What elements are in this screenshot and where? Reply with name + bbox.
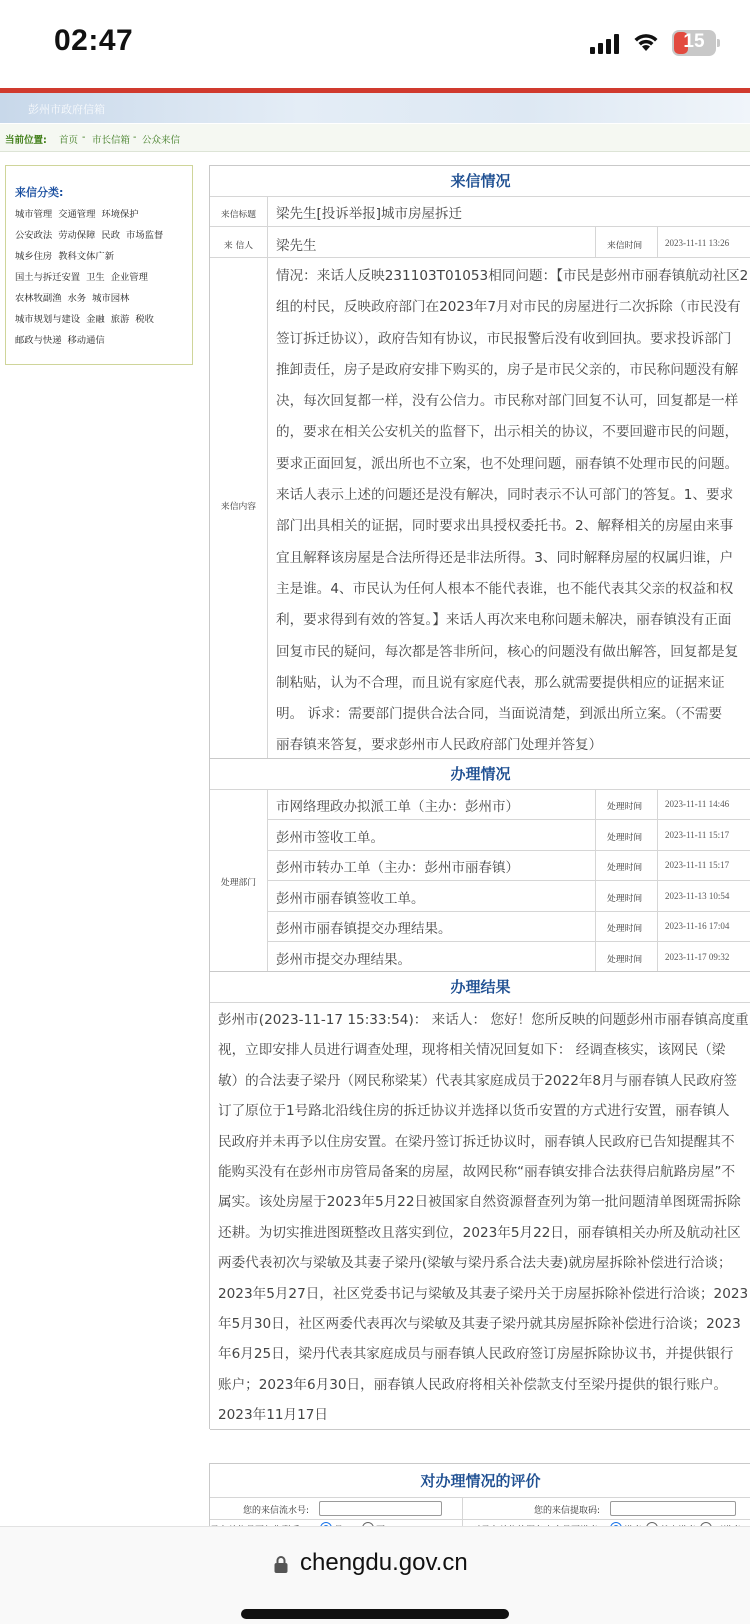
category-link[interactable]: 公安政法 bbox=[15, 230, 53, 241]
sidebar-title: 来信分类: bbox=[15, 186, 64, 199]
category-link[interactable]: 移动通信 bbox=[67, 335, 105, 346]
lock-icon bbox=[274, 1555, 288, 1573]
handling-time: 2023-11-11 15:17 bbox=[665, 860, 730, 870]
category-link[interactable]: 国土与拆迁安置 bbox=[15, 272, 81, 283]
sidebar-row bbox=[15, 206, 145, 220]
category-link[interactable]: 市场监督 bbox=[126, 230, 164, 241]
category-link[interactable]: 交通管理 bbox=[58, 209, 96, 220]
extraction-code-input[interactable] bbox=[610, 1501, 736, 1516]
content-label: 来信内容 bbox=[220, 502, 257, 512]
handling-time-label: 处理时间 bbox=[607, 863, 643, 873]
dept-label: 处理部门 bbox=[220, 878, 257, 888]
handling-time-label: 处理时间 bbox=[607, 955, 643, 965]
status-time: 02:47 bbox=[54, 24, 134, 57]
sidebar-row bbox=[15, 227, 169, 241]
site-banner bbox=[0, 93, 750, 123]
handling-step: 彭州市丽春镇提交办理结果。 bbox=[276, 921, 452, 937]
handling-time: 2023-11-11 15:17 bbox=[665, 830, 730, 840]
handling-time-label: 处理时间 bbox=[607, 802, 643, 812]
letter-content: 情况：来话人反映231103T01053相同问题：【市民是彭州市丽春镇航动社区2 组的村民，反映政府部门在2023年7月对市民的房屋进行二次拆除（市民没有 签订拆迁协议），政府告知有协议，市民报警后没有收到回执。要求投诉部门 推卸责任，房子是政府安排下购买的，房子是市民父亲的，市民称问题没有解 决，每次回复都一样，没有公信力。市民称对部门回复不认可，回复都是一样 的，要求在相关公安机关的监督下，出示相关的协议，不要回避市民的问题， 要求正面回复，派出所也不立案，也不处理问题，丽春镇不处理市民的问题。 来话人表示上述的问题还是没有解决，同时表示不认可部门的答复。1、要求 部门出具相关的证据，同时要求出具授权委托书。2、解释相关的房屋由来事 宜且解释该房屋是合法所得还是非法所得。3、同时解释房屋的权属归谁，户 主是谁。4、市民认为任何人根本不能代表谁，也不能代表其父亲的权益和权 利，要求得到有效的答复。】来话人再次来电称问题未解决，丽春镇没有正面 回复市民的疑问，每次都是答非所问，核心的问题没有做出解答，回复都是复 制粘贴，认为不合理，而且说有家庭代表，那么就需要提供相应的证据来证 明。 诉求：需要部门提供合法合同，当面说清楚，到派出所立案。（不需要 丽春镇来答复，要求彭州市人民政府部门处理并答复） bbox=[276, 268, 749, 754]
breadcrumb-public-letters-link[interactable]: 公众来信 bbox=[142, 135, 181, 146]
category-link[interactable]: 劳动保障 bbox=[58, 230, 96, 241]
category-link[interactable]: 城市园林 bbox=[92, 293, 130, 304]
code-label: 您的来信提取码: bbox=[534, 1506, 601, 1516]
category-link[interactable]: 旅游 bbox=[110, 314, 130, 325]
category-link[interactable]: 教科文体广新 bbox=[58, 251, 114, 262]
category-link[interactable]: 邮政与快递 bbox=[15, 335, 62, 346]
category-link[interactable]: 水务 bbox=[67, 293, 87, 304]
handling-time-label: 处理时间 bbox=[607, 833, 643, 843]
handling-time: 2023-11-13 10:54 bbox=[665, 891, 730, 901]
battery-icon bbox=[672, 30, 720, 56]
breadcrumb-home-link[interactable]: 首页 bbox=[59, 135, 79, 146]
category-link[interactable]: 金融 bbox=[86, 314, 105, 325]
handling-step: 彭州市丽春镇签收工单。 bbox=[276, 891, 425, 907]
letter-subject: 梁先生[投诉举报]城市房屋拆迁 bbox=[276, 206, 463, 222]
handling-section-title: 办理情况 bbox=[210, 758, 750, 789]
sidebar-row bbox=[15, 290, 135, 304]
battery-level: 15 bbox=[683, 31, 705, 52]
evaluation-title: 对办理情况的评价 bbox=[420, 1472, 541, 1490]
banner-text: 彭州市政府信箱 bbox=[28, 103, 105, 116]
letter-section-title: 来信情况 bbox=[210, 165, 750, 196]
sidebar-row bbox=[15, 269, 154, 283]
cellular-signal-icon bbox=[590, 34, 620, 54]
category-link[interactable]: 城市管理 bbox=[15, 209, 53, 220]
sidebar-row bbox=[15, 248, 120, 262]
result-section-title: 办理结果 bbox=[210, 971, 750, 1002]
category-link[interactable]: 税收 bbox=[135, 314, 154, 325]
handling-time: 2023-11-11 14:46 bbox=[665, 799, 730, 809]
handling-step: 彭州市转办工单（主办：彭州市丽春镇） bbox=[276, 860, 519, 876]
handling-time-label: 处理时间 bbox=[607, 924, 643, 934]
letter-time-label: 来信时间 bbox=[607, 241, 643, 251]
url-text[interactable]: chengdu.gov.cn bbox=[300, 1549, 468, 1576]
letter-time: 2023-11-11 13:26 bbox=[665, 238, 730, 248]
sidebar-row bbox=[15, 311, 160, 325]
category-link[interactable]: 环境保护 bbox=[101, 209, 139, 220]
sender-label: 来 信人 bbox=[223, 241, 254, 251]
serial-label: 您的来信流水号: bbox=[243, 1506, 310, 1516]
category-link[interactable]: 企业管理 bbox=[110, 272, 148, 283]
category-link[interactable]: 农林牧副渔 bbox=[15, 293, 62, 304]
breadcrumb: 当前位置: 首页 - 市长信箱 - 公众来信 bbox=[0, 124, 750, 152]
handling-time: 2023-11-16 17:04 bbox=[665, 921, 730, 931]
category-link[interactable]: 民政 bbox=[101, 230, 121, 241]
serial-number-input[interactable] bbox=[319, 1501, 442, 1516]
result-content: 彭州市(2023-11-17 15:33:54)： 来话人： 您好！您所反映的问题彭州市丽春镇高度重 视，立即安排人员进行调查处理，现将相关情况回复如下： 经调查核实，该网民（梁 敏）的合法妻子梁丹（网民称梁某）代表其家庭成员于2022年8月与丽春镇人民政府签 订了原位于1号路北沿线住房的拆迁协议并选择以货币安置的方式进行安置，丽春镇人 民政府并未再予以住房安置。在梁丹签订拆迁协议时，丽春镇人民政府已告知提醒其不 能购买没有在彭州市房管局备案的房屋，故网民称“丽春镇安排合法获得启航路房屋”不 属实。该处房屋于2023年5月22日被国家自然资源督查列为第一批问题清单图斑需拆除 还耕。为切实推进图斑整改且落实到位，2023年5月22日，丽春镇相关办所及航动社区 两委代表初次与梁敏及其妻子梁丹(梁敏与梁丹系合法夫妻)就房屋拆除补偿进行洽谈； 2023年5月27日，社区党委书记与梁敏及其妻子梁丹关于房屋拆除补偿进行洽谈；2023 年5月30日，社区两委代表再次与梁敏及其妻子梁丹就其房屋拆除补偿进行洽谈；2023 年6月25日，梁丹代表其家庭成员与丽春镇人民政府签订房屋拆除协议书，并提供银行 账户；2023年6月30日，丽春镇人民政府将相关补偿款支付至梁丹提供的银行账户。 2023年11月17日 bbox=[218, 1012, 749, 1424]
subject-label: 来信标题 bbox=[220, 210, 257, 220]
wifi-icon bbox=[632, 31, 660, 53]
breadcrumb-label: 当前位置: bbox=[5, 135, 47, 146]
handling-time-label: 处理时间 bbox=[607, 894, 643, 904]
status-bar bbox=[0, 0, 750, 88]
handling-time: 2023-11-17 09:32 bbox=[665, 952, 730, 962]
browser-address-bar[interactable] bbox=[0, 1526, 750, 1624]
letter-detail-panel bbox=[209, 165, 750, 1429]
category-link[interactable]: 城乡住房 bbox=[15, 251, 53, 262]
letter-sender: 梁先生 bbox=[276, 238, 317, 254]
category-sidebar bbox=[5, 165, 193, 365]
breadcrumb-mayor-mailbox-link[interactable]: 市长信箱 bbox=[92, 135, 131, 146]
evaluation-form bbox=[209, 1463, 750, 1533]
handling-step: 市网络理政办拟派工单（主办：彭州市） bbox=[276, 799, 519, 815]
handling-step: 彭州市提交办理结果。 bbox=[276, 952, 411, 968]
handling-step: 彭州市签收工单。 bbox=[276, 830, 384, 846]
category-link[interactable]: 城市规划与建设 bbox=[15, 314, 81, 325]
category-link[interactable]: 卫生 bbox=[86, 272, 105, 283]
home-indicator[interactable] bbox=[241, 1609, 509, 1619]
sidebar-row bbox=[15, 332, 111, 346]
